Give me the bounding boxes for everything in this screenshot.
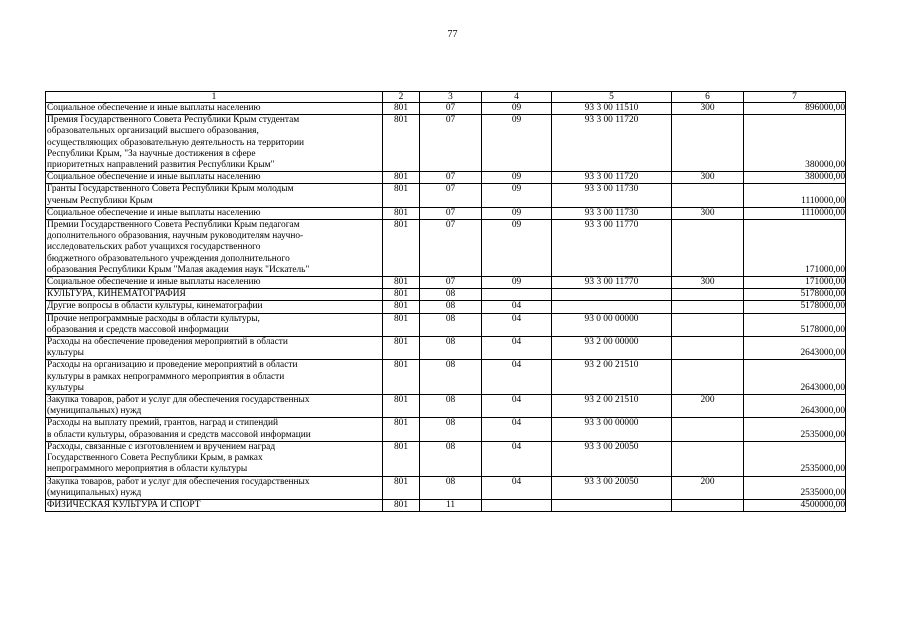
expense-type-code-cell: [672, 115, 744, 172]
ministry-code-cell: 801: [383, 313, 420, 336]
item-name-cell: Расходы, связанные с изготовлением и вручением наград Государственного Совета Республики Крым, в рамках непрограммного мероприятия в области культуры: [46, 441, 383, 476]
item-name-cell: Закупка товаров, работ и услуг для обеспечения государственных (муниципальных) нужд: [46, 395, 383, 418]
table-row: [46, 441, 846, 476]
target-article-code-cell: 93 3 00 11510: [552, 103, 672, 115]
item-name-cell: Другие вопросы в области культуры, кинематографии: [46, 301, 383, 313]
section-code-cell: 07: [420, 184, 482, 207]
page-number: 77: [447, 29, 458, 40]
table-row: [46, 476, 846, 499]
table-row: [46, 360, 846, 395]
target-article-code-cell: 93 3 00 11770: [552, 220, 672, 277]
item-name-cell: Премии Государственного Совета Республики Крым педагогам дополнительного образования, научным руководителям научно- исследовательских работ учащихся государственного бюджетного образовательного учреждения дополнительного образования Республики Крым "Малая академия наук "Искатель": [46, 220, 383, 277]
expense-type-code-cell: [672, 301, 744, 313]
target-article-code-cell: [552, 301, 672, 313]
item-name-cell: Социальное обеспечение и иные выплаты населению: [46, 207, 383, 219]
ministry-code-cell: 801: [383, 115, 420, 172]
subsection-code-cell: [482, 289, 552, 301]
amount-cell: 4500000,00: [744, 499, 846, 511]
amount-cell: 5178000,00: [744, 301, 846, 313]
ministry-code-cell: 801: [383, 360, 420, 395]
table-row: [46, 418, 846, 441]
target-article-code-cell: 93 2 00 21510: [552, 395, 672, 418]
amount-cell: 1110000,00: [744, 184, 846, 207]
target-article-code-cell: 93 3 00 11770: [552, 277, 672, 289]
section-code-cell: 07: [420, 172, 482, 184]
target-article-code-cell: 93 0 00 00000: [552, 313, 672, 336]
column-header: 3: [420, 92, 482, 103]
expense-type-code-cell: [672, 289, 744, 301]
subsection-code-cell: 09: [482, 172, 552, 184]
item-name-cell: Закупка товаров, работ и услуг для обеспечения государственных (муниципальных) нужд: [46, 476, 383, 499]
amount-cell: 2643000,00: [744, 395, 846, 418]
section-code-cell: 07: [420, 103, 482, 115]
target-article-code-cell: 93 3 00 11730: [552, 207, 672, 219]
table-row: [46, 499, 846, 511]
ministry-code-cell: 801: [383, 103, 420, 115]
ministry-code-cell: 801: [383, 476, 420, 499]
section-code-cell: 07: [420, 277, 482, 289]
expense-type-code-cell: 200: [672, 476, 744, 499]
ministry-code-cell: 801: [383, 418, 420, 441]
ministry-code-cell: 801: [383, 337, 420, 360]
expense-type-code-cell: 300: [672, 277, 744, 289]
ministry-code-cell: 801: [383, 220, 420, 277]
expense-type-code-cell: [672, 441, 744, 476]
subsection-code-cell: 04: [482, 301, 552, 313]
amount-cell: 380000,00: [744, 172, 846, 184]
ministry-code-cell: 801: [383, 395, 420, 418]
column-header: 4: [482, 92, 552, 103]
amount-cell: 171000,00: [744, 220, 846, 277]
table-row: [46, 313, 846, 336]
amount-cell: 380000,00: [744, 115, 846, 172]
section-code-cell: 08: [420, 289, 482, 301]
table-row: [46, 115, 846, 172]
item-name-cell: Прочие непрограммные расходы в области культуры, образования и средств массовой информации: [46, 313, 383, 336]
column-header: 6: [672, 92, 744, 103]
expense-type-code-cell: 300: [672, 172, 744, 184]
target-article-code-cell: 93 3 00 20050: [552, 441, 672, 476]
section-code-cell: 08: [420, 476, 482, 499]
amount-cell: 896000,00: [744, 103, 846, 115]
subsection-code-cell: 09: [482, 103, 552, 115]
table-row: [46, 103, 846, 115]
target-article-code-cell: 93 3 00 11730: [552, 184, 672, 207]
table-row: [46, 207, 846, 219]
amount-cell: 2535000,00: [744, 441, 846, 476]
subsection-code-cell: 04: [482, 418, 552, 441]
expense-type-code-cell: [672, 337, 744, 360]
ministry-code-cell: 801: [383, 172, 420, 184]
expense-type-code-cell: 200: [672, 395, 744, 418]
item-name-cell: Социальное обеспечение и иные выплаты населению: [46, 103, 383, 115]
target-article-code-cell: [552, 289, 672, 301]
subsection-code-cell: 04: [482, 337, 552, 360]
section-code-cell: 08: [420, 418, 482, 441]
ministry-code-cell: 801: [383, 277, 420, 289]
amount-cell: 2535000,00: [744, 476, 846, 499]
item-name-cell: КУЛЬТУРА, КИНЕМАТОГРАФИЯ: [46, 289, 383, 301]
subsection-code-cell: 09: [482, 220, 552, 277]
column-header: 1: [46, 92, 383, 103]
amount-cell: 2535000,00: [744, 418, 846, 441]
amount-cell: 5178000,00: [744, 289, 846, 301]
ministry-code-cell: 801: [383, 441, 420, 476]
expense-type-code-cell: [672, 184, 744, 207]
expense-type-code-cell: [672, 220, 744, 277]
expense-type-code-cell: [672, 313, 744, 336]
item-name-cell: Гранты Государственного Совета Республики Крым молодым ученым Республики Крым: [46, 184, 383, 207]
target-article-code-cell: 93 3 00 20050: [552, 476, 672, 499]
subsection-code-cell: 09: [482, 184, 552, 207]
subsection-code-cell: 09: [482, 277, 552, 289]
amount-cell: 1110000,00: [744, 207, 846, 219]
subsection-code-cell: 09: [482, 115, 552, 172]
ministry-code-cell: 801: [383, 184, 420, 207]
amount-cell: 5178000,00: [744, 313, 846, 336]
subsection-code-cell: 04: [482, 360, 552, 395]
table-row: [46, 289, 846, 301]
table-row: [46, 277, 846, 289]
item-name-cell: Социальное обеспечение и иные выплаты населению: [46, 277, 383, 289]
amount-cell: 2643000,00: [744, 360, 846, 395]
ministry-code-cell: 801: [383, 499, 420, 511]
amount-cell: 2643000,00: [744, 337, 846, 360]
target-article-code-cell: 93 2 00 00000: [552, 337, 672, 360]
table-row: [46, 184, 846, 207]
section-code-cell: 07: [420, 207, 482, 219]
column-header: 5: [552, 92, 672, 103]
expense-type-code-cell: 300: [672, 103, 744, 115]
table-row: [46, 220, 846, 277]
table-row: [46, 301, 846, 313]
budget-table: [45, 91, 846, 512]
section-code-cell: 11: [420, 499, 482, 511]
item-name-cell: Премия Государственного Совета Республики Крым студентам образовательных организаций высшего образования, осуществляющих образовательную деятельность на территории Республики Крым, "За научные достижения в сфере приоритетных направлений развития Республики Крым": [46, 115, 383, 172]
section-code-cell: 07: [420, 115, 482, 172]
item-name-cell: ФИЗИЧЕСКАЯ КУЛЬТУРА И СПОРТ: [46, 499, 383, 511]
target-article-code-cell: 93 2 00 21510: [552, 360, 672, 395]
table-row: [46, 172, 846, 184]
target-article-code-cell: 93 3 00 11720: [552, 115, 672, 172]
item-name-cell: Социальное обеспечение и иные выплаты населению: [46, 172, 383, 184]
subsection-code-cell: 09: [482, 207, 552, 219]
ministry-code-cell: 801: [383, 289, 420, 301]
subsection-code-cell: 04: [482, 476, 552, 499]
section-code-cell: 07: [420, 220, 482, 277]
target-article-code-cell: 93 3 00 00000: [552, 418, 672, 441]
column-header: 2: [383, 92, 420, 103]
section-code-cell: 08: [420, 360, 482, 395]
subsection-code-cell: 04: [482, 395, 552, 418]
amount-cell: 171000,00: [744, 277, 846, 289]
section-code-cell: 08: [420, 395, 482, 418]
column-header: 7: [744, 92, 846, 103]
expense-type-code-cell: [672, 360, 744, 395]
expense-type-code-cell: [672, 418, 744, 441]
subsection-code-cell: 04: [482, 313, 552, 336]
item-name-cell: Расходы на обеспечение проведения мероприятий в области культуры: [46, 337, 383, 360]
expense-type-code-cell: [672, 499, 744, 511]
subsection-code-cell: 04: [482, 441, 552, 476]
target-article-code-cell: 93 3 00 11720: [552, 172, 672, 184]
ministry-code-cell: 801: [383, 301, 420, 313]
section-code-cell: 08: [420, 313, 482, 336]
ministry-code-cell: 801: [383, 207, 420, 219]
subsection-code-cell: [482, 499, 552, 511]
table-row: [46, 337, 846, 360]
item-name-cell: Расходы на выплату премий, грантов, наград и стипендий в области культуры, образования и средств массовой информации: [46, 418, 383, 441]
table-header-row: [46, 92, 846, 103]
item-name-cell: Расходы на организацию и проведение мероприятий в области культуры в рамках непрограммного мероприятия в области культуры: [46, 360, 383, 395]
expense-type-code-cell: 300: [672, 207, 744, 219]
section-code-cell: 08: [420, 337, 482, 360]
target-article-code-cell: [552, 499, 672, 511]
table-row: [46, 395, 846, 418]
section-code-cell: 08: [420, 301, 482, 313]
section-code-cell: 08: [420, 441, 482, 476]
